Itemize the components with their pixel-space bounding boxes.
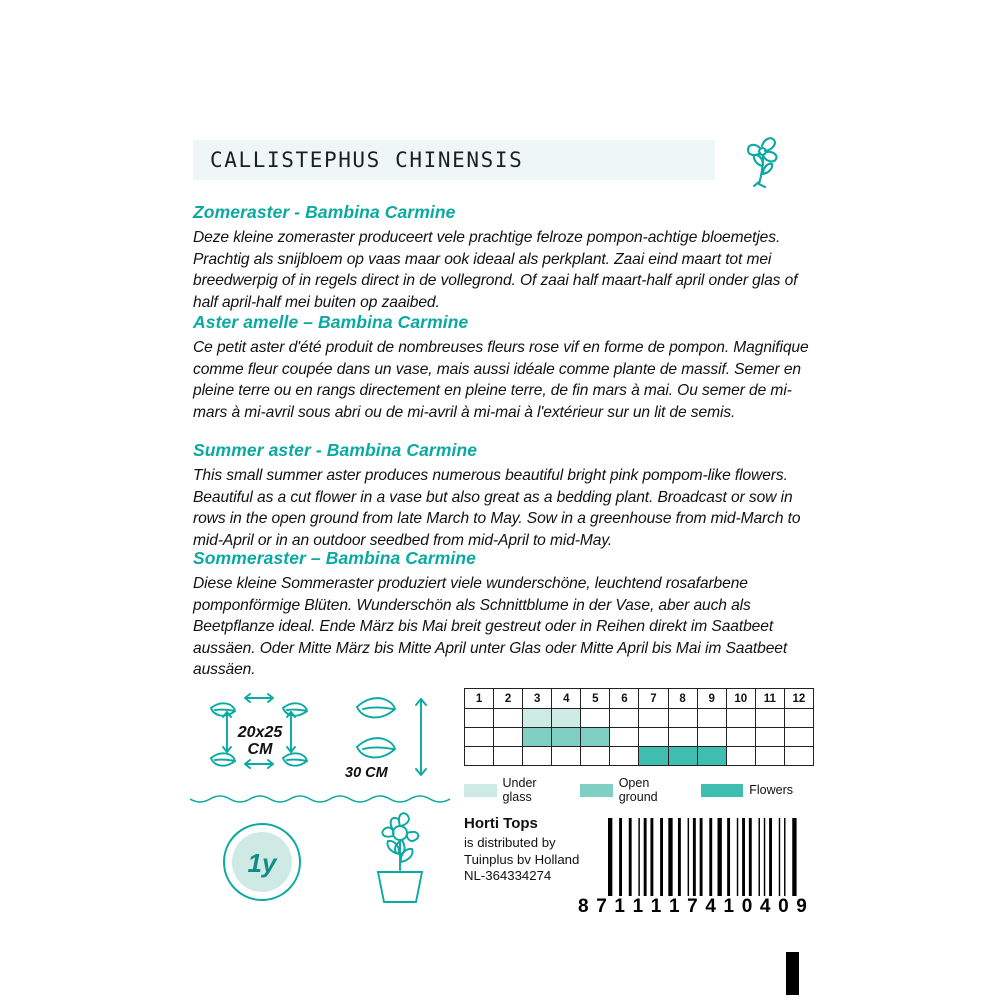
legend-label: Flowers <box>749 783 793 797</box>
plant-spacing-label <box>205 724 315 758</box>
potted-plant-icon <box>340 808 460 916</box>
sowing-calendar <box>464 688 814 766</box>
calendar-cell <box>494 709 523 728</box>
barcode-digit: 4 <box>705 896 717 917</box>
calendar-cell <box>755 747 784 766</box>
legend-swatch <box>464 784 497 797</box>
description-body-nl: Deze kleine zomeraster produceert vele prachtige felroze pompon-achtige bloemetjes. Prachtig als snijbloem op vaas maar ook ideaal als perkplant. Zaai eind maart tot mei breedwerpig of in regels direct in de vollegrond. Of zaai half maart-half april onder glas of half april-half mei buiten op zaaibed. <box>193 229 798 311</box>
legend-swatch <box>580 784 613 797</box>
barcode-digit: 4 <box>759 896 772 917</box>
calendar-month-8: 8 <box>668 689 697 709</box>
calendar-month-5: 5 <box>581 689 610 709</box>
calendar-cell <box>726 728 755 747</box>
calendar-month-10: 10 <box>726 689 755 709</box>
barcode-digit: 1 <box>632 896 645 917</box>
calendar-cell <box>639 728 668 747</box>
plant-spacing-unit: CM <box>247 741 273 758</box>
calendar-cell <box>639 709 668 728</box>
calendar-month-4: 4 <box>552 689 581 709</box>
calendar-cell <box>581 728 610 747</box>
print-registration-mark <box>786 952 799 995</box>
barcode-digit: 1 <box>668 896 681 917</box>
calendar-cell <box>465 747 494 766</box>
calendar-row-flowers <box>465 747 814 766</box>
calendar-cell <box>610 728 639 747</box>
calendar-cell <box>552 709 581 728</box>
calendar-cell <box>552 728 581 747</box>
distributor-line-2: Tuinplus bv Holland <box>464 851 580 867</box>
page-title: CALLISTEPHUS CHINENSIS <box>210 148 524 172</box>
flower-icon <box>735 130 795 192</box>
description-body-fr: Ce petit aster d'été produit de nombreuses fleurs rose vif en forme de pompon. Magnifique comme fleur coupée dans un vase, mais aussi idéale comme plante de massif. Semer en pleine terre ou en rangs directement en pleine terre, de fin mars à mai. Ou semer de mi-mars à mi-avril sous abri ou de mi-avril à mi-mai à l'extérieur sur un lit de semis. <box>193 339 809 421</box>
calendar-cell <box>581 709 610 728</box>
calendar-cell <box>784 709 813 728</box>
barcode-digit: 0 <box>741 896 754 917</box>
barcode-digits <box>578 896 808 918</box>
legend-swatch <box>701 784 743 797</box>
svg-text:1y: 1y <box>247 848 277 878</box>
calendar-month-11: 11 <box>755 689 784 709</box>
calendar-cell <box>784 747 813 766</box>
calendar-cell <box>668 728 697 747</box>
calendar-cell <box>610 747 639 766</box>
distributor-line-3: NL-364334274 <box>464 868 552 883</box>
legend-item <box>701 783 793 797</box>
calendar-cell <box>726 709 755 728</box>
barcode-digit: 1 <box>723 896 736 917</box>
calendar-month-9: 9 <box>697 689 726 709</box>
calendar-row-under-glass <box>465 709 814 728</box>
description-title-en: Summer aster - Bambina Carmine <box>193 440 478 460</box>
barcode-digit: 0 <box>778 896 790 917</box>
brand-name: Horti Tops <box>464 815 538 832</box>
calendar-cell <box>697 747 726 766</box>
barcode-digit: 1 <box>650 896 663 917</box>
calendar-month-2: 2 <box>494 689 523 709</box>
calendar-cell <box>523 709 552 728</box>
calendar-row-open-ground <box>465 728 814 747</box>
description-body-en: This small summer aster produces numerous beautiful bright pink pompom-like flowers. Beautiful as a cut flower in a vase but also great as a bedding plant. Broadcast or sow in rows in the open ground from late March to May. Sow in a greenhouse from mid-March to mid-April or in an outdoor seedbed from mid-April to mid-May. <box>193 467 801 549</box>
barcode-digit: 7 <box>687 896 699 917</box>
description-title-fr: Aster amelle – Bambina Carmine <box>193 312 469 332</box>
description-block-en <box>193 440 813 551</box>
description-block-nl <box>193 202 813 313</box>
plant-height-icon <box>335 685 465 800</box>
calendar-header-row <box>465 689 814 709</box>
legend-label: Open ground <box>618 776 658 804</box>
calendar-month-3: 3 <box>523 689 552 709</box>
barcode-digit: 9 <box>796 896 808 917</box>
plant-spacing-value: 20x25 <box>237 724 283 741</box>
calendar-cell <box>610 709 639 728</box>
calendar-month-1: 1 <box>465 689 494 709</box>
calendar-cell <box>581 747 610 766</box>
calendar-cell <box>494 747 523 766</box>
description-title-de: Sommeraster – Bambina Carmine <box>193 548 477 568</box>
calendar-cell <box>668 747 697 766</box>
calendar-cell <box>697 709 726 728</box>
calendar-legend <box>464 776 819 804</box>
calendar-cell <box>755 709 784 728</box>
calendar-month-12: 12 <box>784 689 813 709</box>
legend-item <box>464 776 554 804</box>
botanical-name-bar <box>193 140 715 180</box>
distributor-line-1: is distributed by <box>464 835 556 850</box>
calendar-cell <box>552 747 581 766</box>
calendar-cell <box>726 747 755 766</box>
distributor-info <box>464 815 579 885</box>
calendar-cell <box>494 728 523 747</box>
calendar-cell <box>465 709 494 728</box>
calendar-cell <box>784 728 813 747</box>
calendar-month-6: 6 <box>610 689 639 709</box>
description-block-fr <box>193 312 813 423</box>
description-body-de: Diese kleine Sommeraster produziert viele wunderschöne, leuchtend rosafarbene pomponförmige Blüten. Wunderschön als Schnittblume in der Vase, aber auch als Beetpflanze ideal. Ende März bis Mai breit gestreut oder in Reihen direkt im Saatbeet aussäen. Oder Mitte März bis Mitte April unter Glas oder Mitte April bis Mai im Saatbeet aussäen. <box>193 575 788 678</box>
calendar-cell <box>668 709 697 728</box>
legend-item <box>580 776 675 804</box>
barcode-digit: 7 <box>596 896 608 917</box>
calendar-cell <box>465 728 494 747</box>
calendar-month-7: 7 <box>639 689 668 709</box>
barcode-digit: 1 <box>614 896 626 917</box>
calendar-cell <box>697 728 726 747</box>
calendar-cell <box>523 728 552 747</box>
legend-label: Under glass <box>502 776 537 804</box>
calendar-cell <box>755 728 784 747</box>
annual-cycle-icon <box>200 810 325 915</box>
calendar-cell <box>523 747 552 766</box>
sowing-calendar-table <box>464 688 814 766</box>
calendar-cell <box>639 747 668 766</box>
barcode-image <box>608 818 798 896</box>
plant-height-label: 30 CM <box>345 765 388 781</box>
barcode-digit: 8 <box>578 896 590 917</box>
description-title-nl: Zomeraster - Bambina Carmine <box>193 202 456 222</box>
description-block-de <box>193 548 813 681</box>
